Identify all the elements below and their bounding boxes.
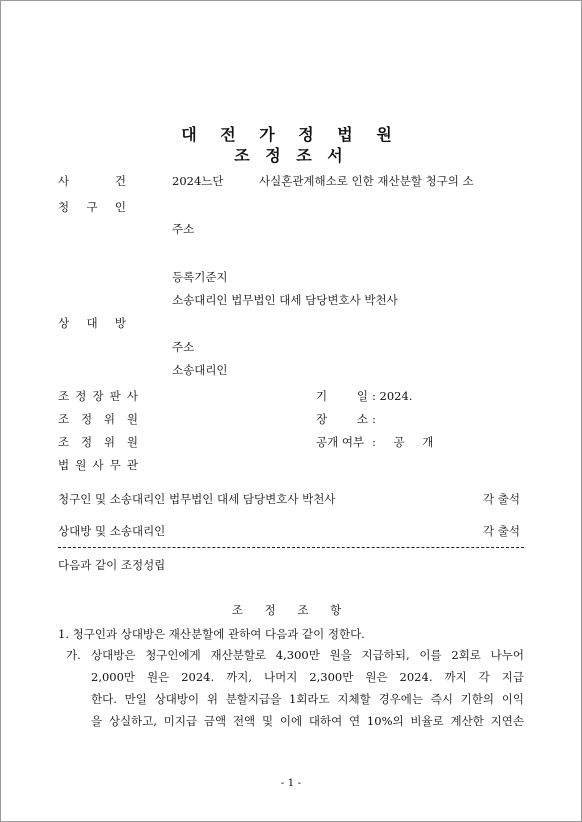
- term-sub-a-marker: 가.: [66, 648, 81, 662]
- document-title: 조 정 조 서: [234, 146, 348, 165]
- dashed-divider: [58, 547, 524, 548]
- term-sub-a-line-1: 상대방은 청구인에게 재산분할로 4,300만 원을 지급하되, 이를 2회로 나누어: [91, 648, 524, 662]
- case-title: 사실혼관계해소로 인한 재산분할 청구의 소: [259, 174, 474, 188]
- term-item-1: 1. 청구인과 상대방은 재산분할에 관하여 다음과 같이 정한다.: [58, 627, 365, 641]
- claimant-attendance-status: 각 출석: [483, 492, 520, 506]
- claimant-registry-label: 등록기준지: [172, 270, 228, 284]
- term-sub-a-line-4: 을 상실하고, 미지급 금액 전액 및 이에 대하여 연 10%의 비율로 계산한 지연손: [91, 714, 524, 728]
- case-number: 2024느단: [172, 174, 224, 188]
- mediation-member-1-label: 조 정 위 원: [58, 412, 138, 426]
- court-name: 대 전 가 정 법 원: [181, 125, 401, 144]
- session-date-label: 기 일: [316, 389, 368, 403]
- terms-heading: 조 정 조 항: [231, 603, 351, 617]
- respondent-agent-label: 소송대리인: [172, 363, 228, 377]
- respondent-label: 상 대 방: [58, 316, 126, 330]
- session-place-label: 장 소: [316, 412, 368, 426]
- page-number: - 1 -: [280, 777, 302, 789]
- respondent-attendance: 상대방 및 소송대리인: [58, 524, 166, 538]
- respondent-address-label: 주소: [172, 340, 195, 354]
- session-place-value: :: [372, 412, 376, 426]
- mediator-judge-label: 조 정 장 판 사: [58, 389, 138, 403]
- respondent-attendance-status: 각 출석: [483, 524, 520, 538]
- session-date-value: : 2024.: [372, 389, 413, 403]
- term-sub-a-line-2: 2,000만 원은 2024. 까지, 나머지 2,300만 원은 2024. 까지 각 지급: [91, 670, 524, 684]
- mediation-result: 다음과 같이 조정성립: [58, 558, 166, 572]
- session-public-value: : 공 개: [372, 435, 434, 449]
- claimant-agent: 소송대리인 법무법인 대세 담당변호사 박천사: [172, 293, 398, 307]
- claimant-attendance: 청구인 및 소송대리인 법무법인 대세 담당변호사 박천사: [58, 492, 336, 506]
- claimant-label: 청 구 인: [58, 200, 126, 214]
- case-label: 사 건: [58, 174, 126, 188]
- mediation-member-2-label: 조 정 위 원: [58, 435, 138, 449]
- term-sub-a-line-3: 한다. 만일 상대방이 위 분할지급을 1회라도 지체할 경우에는 즉시 기한의 이익: [91, 692, 524, 706]
- claimant-address-label: 주소: [172, 222, 195, 236]
- court-clerk-label: 법 원 사 무 관: [58, 458, 138, 472]
- session-public-label: 공개 여부: [316, 435, 365, 449]
